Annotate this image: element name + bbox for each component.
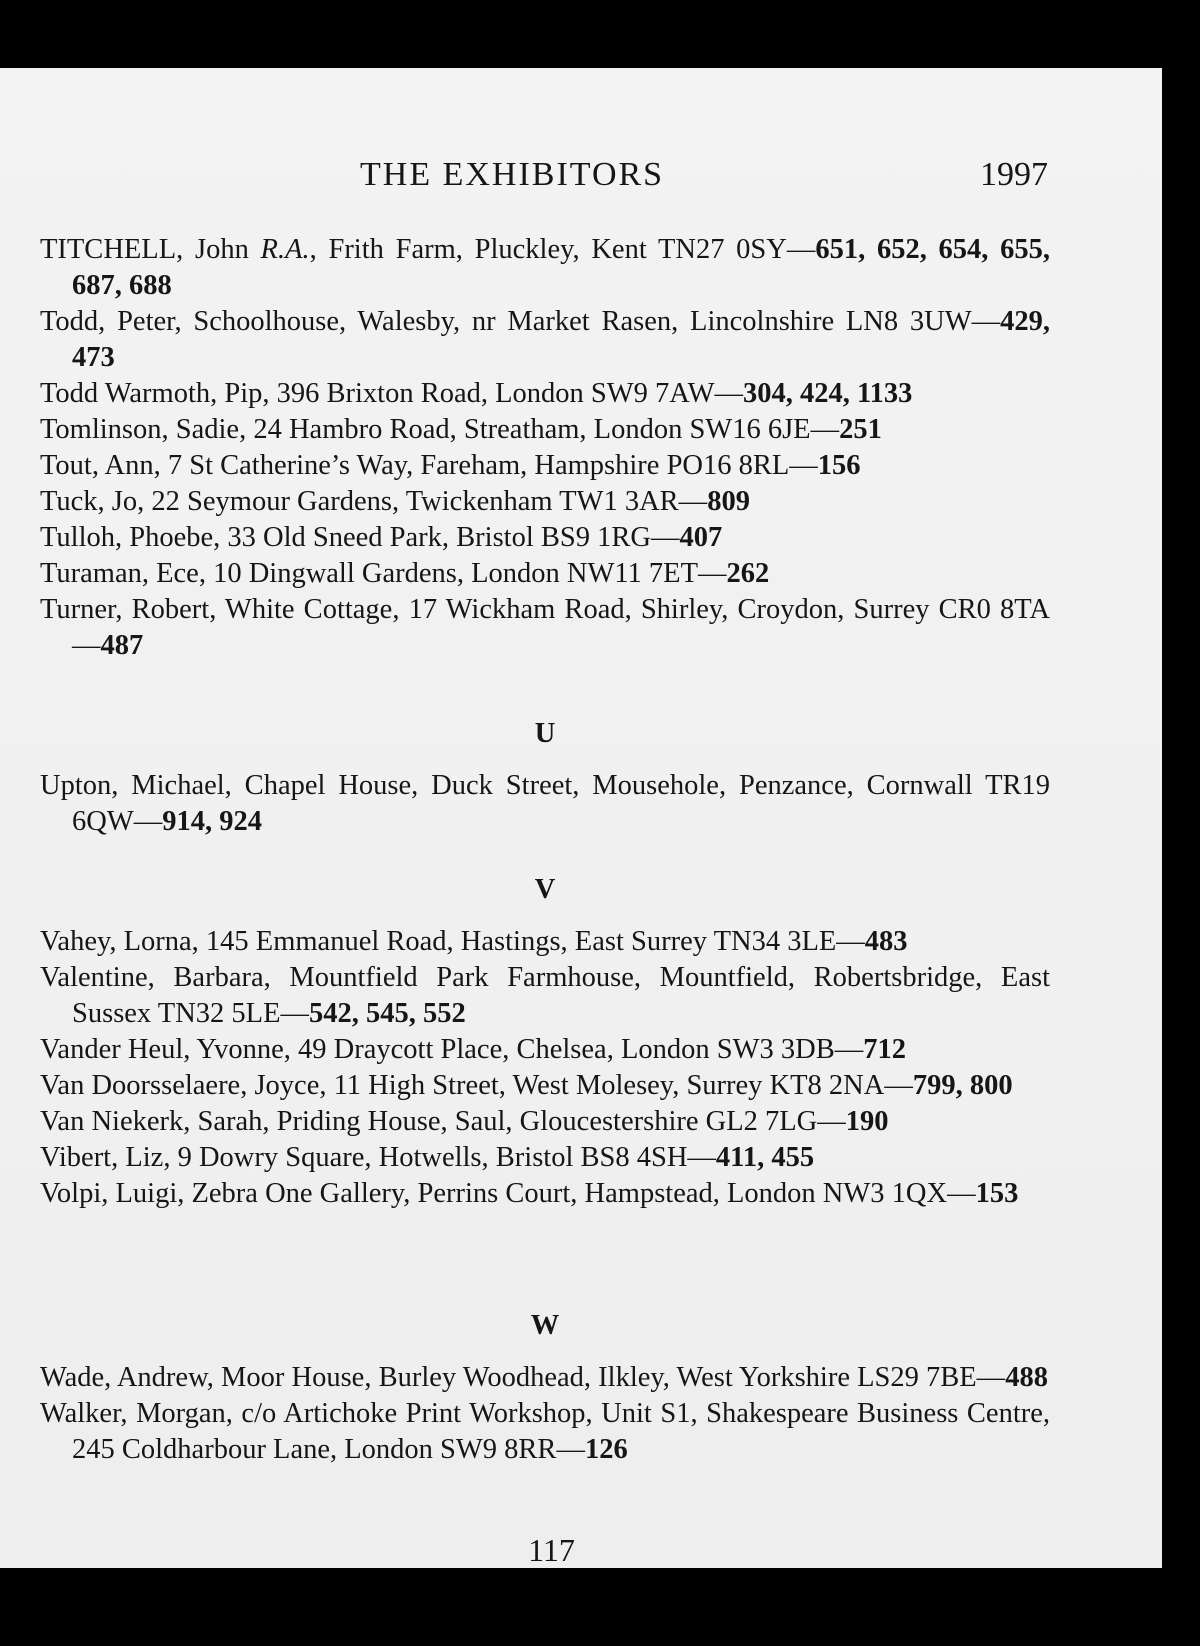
- list-item: Vahey, Lorna, 145 Emmanuel Road, Hastings, East Surrey TN34 3LE—483: [40, 926, 908, 957]
- section-u: [40, 716, 1050, 840]
- page-title: THE EXHIBITORS: [360, 156, 665, 193]
- list-item: Tomlinson, Sadie, 24 Hambro Road, Streatham, London SW16 6JE—251: [40, 414, 882, 445]
- list-item: Todd, Peter, Schoolhouse, Walesby, nr Market Rasen, Lincolnshire LN8 3UW—429, 473: [40, 306, 1050, 373]
- t-entries: [40, 232, 1050, 664]
- list-item: Tuck, Jo, 22 Seymour Gardens, Twickenham TW1 3AR—809: [40, 486, 750, 517]
- section-letter: U: [534, 718, 556, 749]
- running-head: [0, 156, 1162, 200]
- section-w: [40, 1308, 1050, 1468]
- list-item: Tout, Ann, 7 St Catherine’s Way, Fareham, Hampshire PO16 8RL—156: [40, 450, 861, 481]
- list-item: Walker, Morgan, c/o Artichoke Print Workshop, Unit S1, Shakespeare Business Centre, 245 Coldharbour Lane, London SW9 8RR—126: [40, 1398, 1050, 1465]
- list-item: Volpi, Luigi, Zebra One Gallery, Perrins Court, Hampstead, London NW3 1QX—153: [40, 1178, 1019, 1209]
- list-item: Turaman, Ece, 10 Dingwall Gardens, London NW11 7ET—262: [40, 558, 770, 589]
- list-item: Wade, Andrew, Moor House, Burley Woodhead, Ilkley, West Yorkshire LS29 7BE—488: [40, 1362, 1048, 1393]
- year-label: 1997: [980, 156, 1048, 193]
- page-number: 117: [528, 1532, 575, 1568]
- list-item: Upton, Michael, Chapel House, Duck Street, Mousehole, Penzance, Cornwall TR19 6QW—914, 924: [40, 770, 1050, 837]
- list-item: Tulloh, Phoebe, 33 Old Sneed Park, Bristol BS9 1RG—407: [40, 522, 723, 553]
- section-letter: V: [534, 874, 556, 905]
- list-item: Van Doorsselaere, Joyce, 11 High Street, West Molesey, Surrey KT8 2NA—799, 800: [40, 1070, 1013, 1101]
- list-item: Valentine, Barbara, Mountfield Park Farmhouse, Mountfield, Robertsbridge, East Sussex TN32 5LE—542, 545, 552: [40, 962, 1050, 1029]
- list-item: Vander Heul, Yvonne, 49 Draycott Place, Chelsea, London SW3 3DB—712: [40, 1034, 906, 1065]
- list-item: Todd Warmoth, Pip, 396 Brixton Road, London SW9 7AW—304, 424, 1133: [40, 378, 913, 409]
- book-page: [0, 68, 1162, 1568]
- list-item: Van Niekerk, Sarah, Priding House, Saul, Gloucestershire GL2 7LG—190: [40, 1106, 889, 1137]
- list-item: TITCHELL, John R.A., Frith Farm, Pluckley, Kent TN27 0SY—651, 652, 654, 655, 687, 688: [40, 234, 1051, 301]
- section-letter: W: [530, 1310, 560, 1341]
- list-item: Turner, Robert, White Cottage, 17 Wickham Road, Shirley, Croydon, Surrey CR0 8TA—487: [40, 594, 1050, 661]
- list-item: Vibert, Liz, 9 Dowry Square, Hotwells, Bristol BS8 4SH—411, 455: [40, 1142, 815, 1173]
- section-v: [40, 872, 1050, 1212]
